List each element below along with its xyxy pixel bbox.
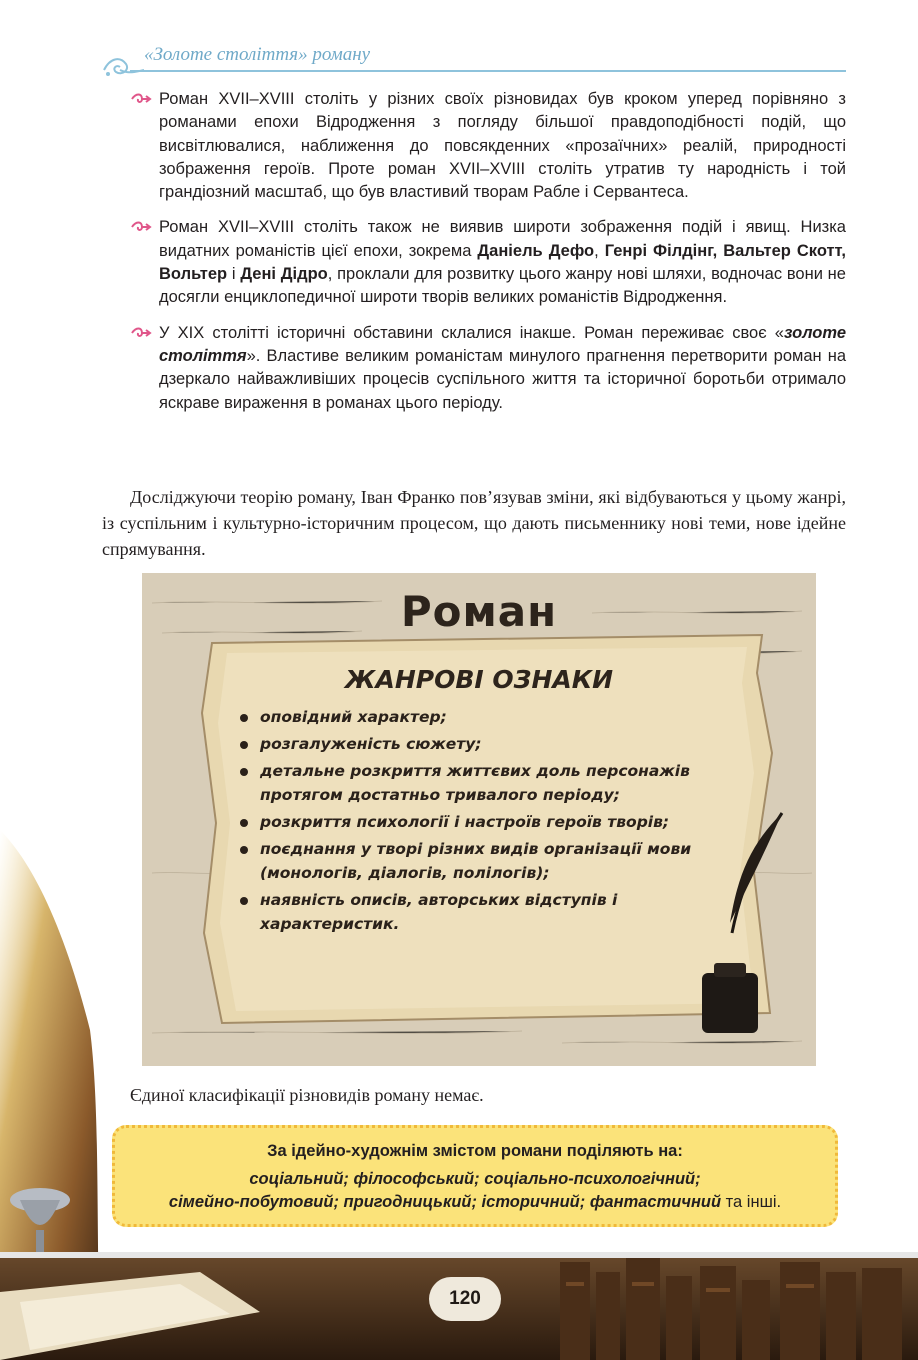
flourish-bullet-icon [130, 325, 152, 341]
flourish-bullet-icon [130, 91, 152, 107]
classification-types: соціальний; філософський; соціально-психологічний; [249, 1170, 701, 1188]
body-paragraph: Досліджуючи теорію роману, Іван Франко пов’язував зміни, які відбуваються у цьому жанрі, із суспільним і культурно-історичним процесом, що дають письменнику нові теми, нове ідейне спрямування. [102, 487, 846, 559]
emphasis-text: золоте століття [159, 323, 846, 365]
classification-note: Єдиної класифікації різновидів роману немає. [130, 1085, 484, 1105]
bullet-text: ». Властиве великим романістам минулого прагнення перетворити роман на дзеркало найважливіших процесів суспільного життя та історичної боротьби отримало яскраве вираження в романах цього періоду. [159, 346, 846, 412]
bullet-text: , проклали для розвитку цього жанру нові шляхи, водночас вони не досягли енциклопедичної широти творів великих романістів Відродження. [159, 265, 846, 307]
author-name: Даніель Дефо [477, 241, 595, 260]
classification-box [112, 1125, 838, 1227]
classification-types-text: сімейно-побутовий; пригодницький; історичний; фантастичний [168, 1193, 722, 1211]
page-number: 120 [429, 1277, 501, 1321]
separator-text: , [594, 241, 605, 260]
author-name: Генрі Філдінг, Вальтер Скотт, Вольтер [159, 241, 846, 284]
classification-types [115, 1193, 835, 1212]
genre-feature: наявність описів, авторських відступів і характеристик. [238, 888, 738, 936]
separator-text: і [227, 265, 241, 284]
illustration-subtitle: ЖАНРОВІ ОЗНАКИ [344, 665, 614, 694]
bullet-text: У XIX столітті історичні обставини склалися інакше. Роман переживає своє « [159, 323, 784, 342]
novel-genre-features-illustration [142, 573, 816, 1066]
bullet-item [130, 216, 846, 309]
running-header [100, 40, 850, 80]
bullet-text: Роман XVII–XVIII століть також не виявив широти зображення подій і явищ. Низка видатних романістів цієї епохи, зокрема [159, 218, 846, 260]
flourish-bullet-icon [130, 219, 152, 235]
bullet-text: Роман XVII–XVIII століть у різних своїх різновидах був кроком уперед порівняно з романами епохи Відродження з погляду більшої правдоподібності подій, що висвітлювалися, наближення до повсякденних «прозаїчних» реалій, природності зображення героїв. Проте роман XVII–XVIII століть утратив ту народність і той грандіозний масштаб, що був властивий творам Рабле і Сервантеса. [159, 90, 846, 202]
author-name: Дені Дідро [240, 265, 328, 284]
genre-feature: оповідний характер; [238, 705, 738, 729]
genre-features-list [238, 705, 738, 939]
header-rule [130, 70, 846, 72]
genre-feature: розкриття психології і настроїв героїв творів; [238, 810, 738, 834]
classification-tail: та інші. [721, 1193, 782, 1211]
genre-feature: поєднання у творі різних видів організації мови (монологів, діалогів, полілогів); [238, 837, 738, 885]
genre-feature: детальне розкриття життєвих доль персонажів протягом достатньо тривалого періоду; [238, 759, 738, 807]
bullet-list [130, 88, 846, 427]
illustration-title: Роман [400, 587, 558, 636]
bullet-item [130, 322, 846, 415]
header-title: «Золоте століття» роману [144, 44, 371, 65]
genre-feature: розгалуженість сюжету; [238, 732, 738, 756]
scroll-flourish-icon [100, 52, 144, 80]
classification-title: За ідейно-художнім змістом романи поділяють на: [267, 1142, 683, 1160]
bullet-item [130, 88, 846, 204]
